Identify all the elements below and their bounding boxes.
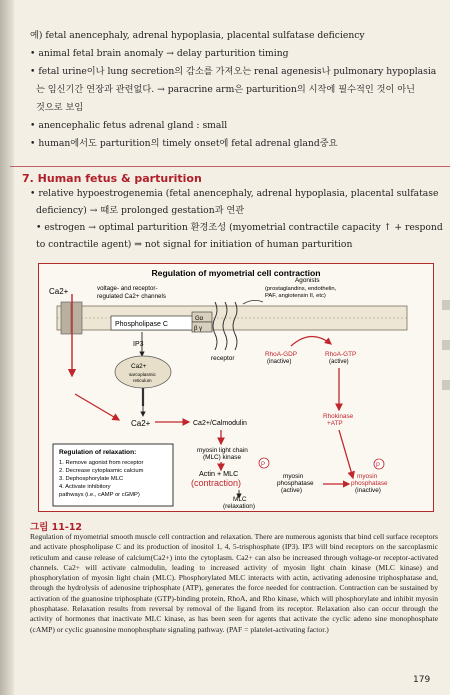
pathway-figure <box>38 263 434 512</box>
calcium-channel <box>61 302 71 334</box>
section-heading: 7. Human fetus & parturition <box>22 172 202 185</box>
rhoa-gdp-state: (inactive) <box>267 359 292 365</box>
sr-calcium: Ca2+ <box>131 363 147 370</box>
section-line-2: deficiency) → 때로 prolonged gestation과 연관 <box>36 205 245 216</box>
section-line-1: • relative hypoestrogenemia (fetal anencephaly, adrenal hypoplasia, placental sulfatase <box>30 188 439 199</box>
channel-label-2: regulated Ca2+ channels <box>97 293 166 300</box>
agonists-detail-1: (prostaglandins, endothelin, <box>265 286 337 292</box>
margin-mark <box>442 380 450 390</box>
contraction-label: (contraction) <box>191 478 242 488</box>
myosin-phosphatase-active-3: (active) <box>281 487 302 494</box>
phospholipase-c: Phospholipase C <box>115 321 168 328</box>
myosin-phosphatase-inactive-3: (inactive) <box>355 487 381 494</box>
margin-mark <box>442 340 450 350</box>
calcium-calmodulin: Ca2+/Calmodulin <box>193 420 247 427</box>
intro-line-3: • fetal urine이나 lung secretion의 감소를 가져오는 renal agenesis나 pulmonary hypoplasia <box>30 66 437 77</box>
rhoa-activation-arrow <box>291 336 331 346</box>
myosin-phosphatase-active-1: myosin <box>283 473 304 480</box>
intro-line-4: 는 임신기간 연장과 관련없다. → paracrine arm은 parturition의 시작에 필수적인 것이 아닌 <box>36 84 416 95</box>
ca-extracellular: Ca2+ <box>49 287 69 296</box>
intro-line-1: 예) fetal anencephaly, adrenal hypoplasia, placental sulfatase deficiency <box>30 30 365 41</box>
page-number: 179 <box>413 675 431 685</box>
rhokinase-atp: +ATP <box>327 420 343 427</box>
receptor-label: receptor <box>211 355 235 362</box>
relaxation-title: Regulation of relaxation: <box>59 449 137 456</box>
section-divider <box>10 166 450 167</box>
g-alpha-q: Gα <box>195 316 204 322</box>
myosin-phosphatase-inactive-1: myosin <box>357 473 378 480</box>
sr-label-1: sarcoplasmic <box>129 372 156 377</box>
margin-mark <box>442 300 450 310</box>
channel-label-1: voltage- and receptor- <box>97 285 158 292</box>
mlck-label-1: myosin light chain <box>197 447 248 454</box>
ip3-label: IP3 <box>133 341 144 348</box>
intro-line-7: • human에서도 parturition의 timely onset에 fetal adrenal gland중요 <box>30 138 338 149</box>
myosin-phosphatase-inactive-2: phosphatase <box>351 480 388 487</box>
section-line-3: • estrogen → optimal parturition 환경조성 (myometrial contractile capacity ↑ + respond <box>36 222 443 233</box>
phosphate-p-2: P <box>376 463 381 469</box>
relaxation-item-2: 2. Decrease cytoplasmic calcium <box>59 468 144 474</box>
relaxation-item-4: 4. Activate inhibitory <box>59 484 111 490</box>
g-beta-gamma: β γ <box>194 326 203 332</box>
mlck-label-2: (MLC) kinase <box>203 454 241 461</box>
relaxation-item-1: 1. Remove agonist from receptor <box>59 460 144 466</box>
section-line-4: to contractile agent) ⇒ not signal for initiation of human parturition <box>36 239 353 250</box>
figure-title: Regulation of myometrial cell contraction <box>151 268 321 278</box>
figure-label: 그림 11-12 <box>30 522 83 533</box>
actin-mlc: Actin + MLC <box>199 469 239 478</box>
agonists-label: Agonists <box>295 277 320 284</box>
figure-caption: Regulation of myometrial smooth muscle cell contraction and relaxation. There are numerous agonists that bind cell surface receptors and activate phospholipase C and its production of inositol 1, 4, 5-trisphosphate (IP3). IP3 will bind receptors on the sarcoplasmic reticulum and cause release of calcium(Ca2+) into the cytoplasm. Ca2+ can also be increased through voltage-or receptor-activated channels. Ca2+ will activate calmodulin, leading to increased activity of myosin light chain kinase (MLC kinase) and phosphorylation of myosin light chain (MLC). Phosphorylated MLC interacts with actin, activating adenosine triphosphatase and, through the hydrolysis of adenosine triphosphate (ATP), generates the force needed for contraction. Contraction can be sustained by activation of the guanosine triphosphate (GTP)-binding protein, RhoA, and Rho kinase, which will phosphorylate and inhibit myosin phosphatase. Relaxation results from reversal by removal of the ligand from its receptor. Relaxation also can occur through the activity of hormones that inactivate MLC kinase, as has been seen for agents that activate the cyclic adeno sine monophosphate (cAMP) or cyclic guanosine monophosphate signaling pathway. (PAF = platelet-activating factor.) <box>30 532 438 634</box>
intro-line-5: 것으로 보임 <box>36 102 84 113</box>
intro-line-2: • animal fetal brain anomaly → delay parturition timing <box>30 48 289 59</box>
intro-line-6: • anencephalic fetus adrenal gland : small <box>30 120 228 131</box>
pathway-diagram <box>39 264 433 511</box>
rhokinase: Rhokinase <box>323 413 354 420</box>
cytoplasmic-calcium: Ca2+ <box>131 419 151 428</box>
phosphate-p-1: P <box>261 462 266 468</box>
myosin-phosphatase-active-2: phosphatase <box>277 480 314 487</box>
sr-label-2: reticulum <box>133 378 152 383</box>
mlc-relaxation: (relaxation) <box>223 503 255 510</box>
rhoa-gtp-state: (active) <box>329 359 349 365</box>
rhoa-gdp: RhoA-GDP <box>265 351 297 358</box>
relaxation-item-5: pathways (i.e., cAMP or cGMP) <box>59 492 140 498</box>
agonists-detail-2: PAF, angiotensin II, etc) <box>265 293 326 299</box>
relaxation-item-3: 3. Dephosphorylate MLC <box>59 476 124 482</box>
mlc-label: MLC <box>233 496 247 503</box>
rhoa-gtp: RhoA-GTP <box>325 351 357 358</box>
